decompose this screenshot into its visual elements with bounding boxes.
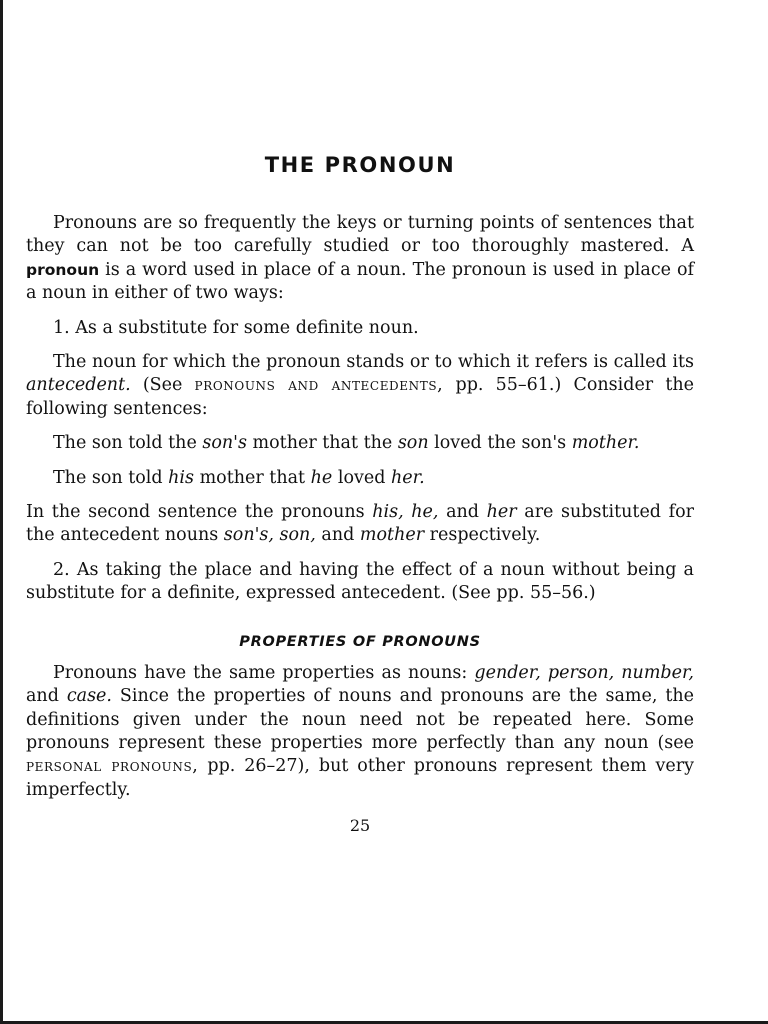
example2-text-2: mother that — [194, 467, 311, 488]
cross-reference-pronouns-antecedents: pronouns and antecedents, — [194, 375, 444, 396]
intro-paragraph — [26, 212, 694, 306]
example1-emphasis-3: mother. — [571, 433, 640, 454]
second-text-2: and — [438, 502, 487, 523]
second-emphasis-1: his, he, — [372, 502, 439, 523]
example1-text-2: mother that the — [246, 433, 398, 454]
chapter-title: THE PRONOUN — [264, 153, 456, 177]
example2-emphasis-1: his — [168, 467, 195, 488]
antecedent-paragraph — [26, 351, 694, 421]
properties-text-2: and — [26, 686, 67, 707]
example1-emphasis-1: son's — [202, 433, 247, 454]
antecedent-term: antecedent. — [26, 375, 131, 396]
example-sentence-1 — [26, 432, 694, 455]
cross-reference-personal-pronouns: personal pronouns, — [26, 756, 199, 777]
example2-text-1: The son told — [53, 467, 169, 488]
properties-text-4: pp. 26–27), but other pronouns represent them very imperfectly. — [26, 756, 694, 800]
example1-text-3: loved the son's — [428, 433, 572, 454]
section-heading-properties: PROPERTIES OF PRONOUNS — [239, 633, 481, 650]
intro-text-2: is a word used in place of a noun. The pronoun is used in place of a noun in either of two ways: — [26, 259, 694, 304]
properties-text-1: Pronouns have the same properties as nouns: — [53, 662, 475, 683]
properties-emphasis-2: case. — [66, 686, 112, 707]
example-sentence-2 — [26, 467, 694, 490]
properties-paragraph — [26, 662, 694, 802]
example2-emphasis-2: he — [310, 467, 333, 488]
antecedent-text-1: The noun for which the pronoun stands or to which it refers is called its — [53, 352, 694, 373]
second-emphasis-2: her — [486, 502, 517, 523]
second-text-5: respectively. — [424, 525, 541, 546]
example1-text-1: The son told the — [53, 433, 203, 454]
page-left-edge — [0, 0, 3, 1024]
intro-text-1: Pronouns are so frequently the keys or turning points of sentences that they can not be too carefully studied or too thoroughly mastered. A — [26, 213, 694, 257]
antecedent-text-3: pp. 55–61.) Consider the following sentences: — [26, 375, 694, 419]
second-sentence-paragraph — [26, 501, 694, 548]
second-text-4: and — [315, 525, 360, 546]
example1-emphasis-2: son — [397, 433, 429, 454]
pronoun-keyword: pronoun — [26, 260, 100, 279]
antecedent-text-2: (See — [130, 375, 195, 396]
second-emphasis-3: son's, son, — [223, 525, 316, 546]
page-number: 25 — [349, 816, 371, 836]
book-page — [26, 150, 694, 838]
properties-emphasis-1: gender, person, number, — [474, 662, 694, 683]
point-two: 2. As taking the place and having the effect of a noun without being a substitute for a definite, expressed antecedent. (See pp. 55–56.) — [26, 559, 694, 604]
example2-text-3: loved — [332, 467, 391, 488]
properties-text-3: Since the properties of nouns and pronouns are the same, the definitions given under the noun need not be repeated here. Some pronouns represent these properties more perfectly than any noun (see — [26, 686, 694, 753]
example2-emphasis-3: her. — [391, 467, 425, 488]
point-one: 1. As a substitute for some definite noun. — [53, 317, 419, 338]
second-text-3: are substituted for the antecedent nouns — [26, 502, 694, 546]
second-emphasis-4: mother — [359, 525, 425, 546]
second-text-1: In the second sentence the pronouns — [26, 502, 373, 523]
